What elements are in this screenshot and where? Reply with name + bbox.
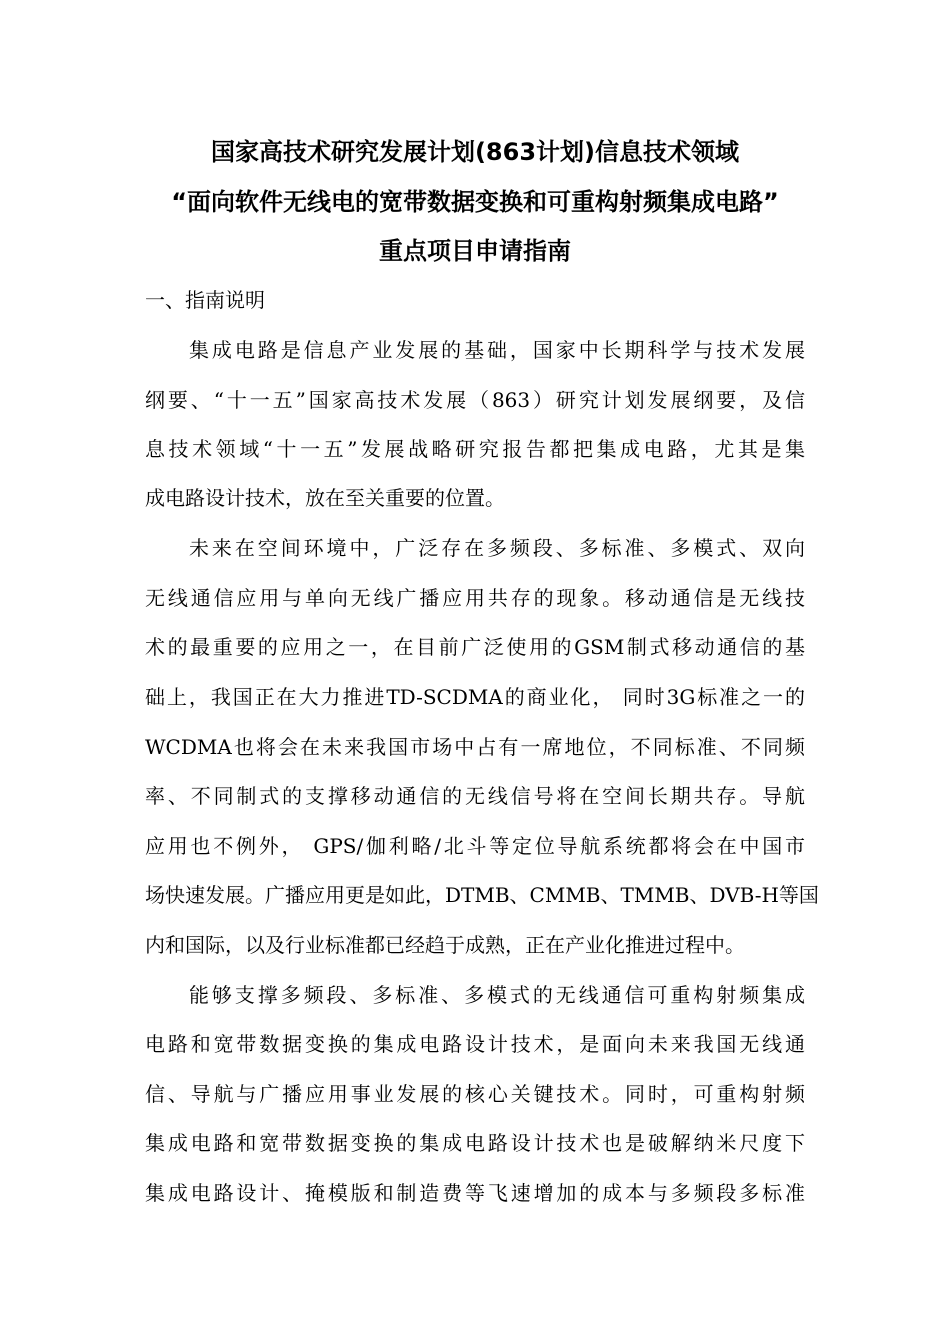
paragraph-1-line: 集成电路是信息产业发展的基础，国家中长期科学与技术发展 (189, 338, 805, 362)
paragraph-2-line: 无线通信应用与单向无线广播应用共存的现象。移动通信是无线技 (145, 586, 805, 610)
paragraph-2-line: 术的最重要的应用之一，在目前广泛使用的GSM制式移动通信的基 (145, 635, 805, 659)
title-line-1: 国家高技术研究发展计划(863计划)信息技术领域 (210, 138, 740, 166)
paragraph-3-line: 集成电路和宽带数据变换的集成电路设计技术也是破解纳米尺度下 (145, 1131, 805, 1155)
section-heading: 一、指南说明 (145, 288, 265, 312)
paragraph-1-line: 息技术领域“十一五”发展战略研究报告都把集成电路，尤其是集 (145, 437, 805, 461)
paragraph-2-line: 础上，我国正在大力推进TD-SCDMA的商业化， 同时3G标准之一的 (145, 685, 805, 709)
paragraph-2-line: 应用也不例外， GPS/伽利略/北斗等定位导航系统都将会在中国市 (145, 834, 805, 858)
title-line-2: “面向软件无线电的宽带数据变换和可重构射频集成电路” (171, 188, 779, 216)
paragraph-2-line: 内和国际，以及行业标准都已经趋于成熟，正在产业化推进过程中。 (145, 933, 745, 957)
paragraph-1-line: 纲要、“十一五”国家高技术发展（863）研究计划发展纲要，及信 (145, 388, 805, 412)
paragraph-3-line: 能够支撑多频段、多标准、多模式的无线通信可重构射频集成 (189, 983, 805, 1007)
paragraph-2-line: 率、不同制式的支撑移动通信的无线信号将在空间长期共存。导航 (145, 784, 805, 808)
paragraph-1-line: 成电路设计技术，放在至关重要的位置。 (145, 486, 505, 510)
paragraph-3-line: 电路和宽带数据变换的集成电路设计技术，是面向未来我国无线通 (145, 1032, 805, 1056)
paragraph-3-line: 信、导航与广播应用事业发展的核心关键技术。同时，可重构射频 (145, 1082, 805, 1106)
paragraph-2-line: 场快速发展。广播应用更是如此，DTMB、CMMB、TMMB、DVB-H等国 (145, 883, 819, 907)
paragraph-3-line: 集成电路设计、掩模版和制造费等飞速增加的成本与多频段多标准 (145, 1181, 805, 1205)
title-line-3: 重点项目申请指南 (379, 237, 571, 265)
paragraph-2-line: WCDMA也将会在未来我国市场中占有一席地位，不同标准、不同频 (145, 735, 805, 759)
paragraph-2-line: 未来在空间环境中，广泛存在多频段、多标准、多模式、双向 (189, 536, 805, 560)
